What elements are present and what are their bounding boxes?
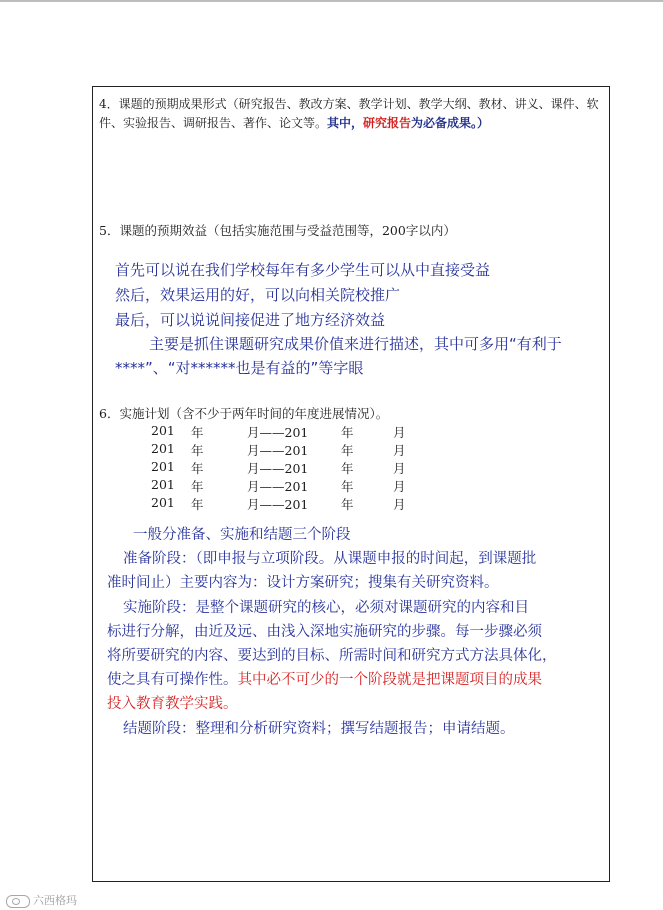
plan-line-7-red: 其中必不可少的一个阶段就是把课题项目的成果 bbox=[237, 672, 542, 688]
timeline-month-label: 月 bbox=[393, 425, 406, 440]
timeline-year-label: 年 bbox=[191, 425, 204, 440]
timeline-start-year: 201 bbox=[151, 459, 175, 474]
timeline-year-label: 年 bbox=[341, 443, 354, 458]
timeline-year-label: 年 bbox=[341, 461, 354, 476]
section5-line-2: 然后，效果运用的好，可以向相关院校推广 bbox=[115, 286, 401, 304]
section4-paren: （ bbox=[226, 97, 239, 111]
plan-line-5: 标进行分解，由近及远、由浅入深地实施研究的步骤。每一步骤必须 bbox=[107, 624, 542, 640]
section6-heading: 6．实施计划（含不少于两年时间的年度进展情况）。 bbox=[99, 406, 389, 421]
section4-suffix: 为必备成果。） bbox=[411, 116, 490, 130]
watermark-logo-icon bbox=[6, 895, 30, 908]
top-edge bbox=[0, 0, 663, 2]
section4-highlight: 研究报告 bbox=[363, 116, 412, 130]
timeline-start-year: 201 bbox=[151, 477, 175, 492]
plan-line-8: 投入教育教学实践。 bbox=[107, 696, 238, 712]
timeline-year-label: 年 bbox=[191, 479, 204, 494]
section5-line-5: ****”、“对******也是有益的”等字眼 bbox=[115, 359, 364, 377]
timeline-dash: 月——201 bbox=[247, 479, 309, 494]
timeline-start-year: 201 bbox=[151, 441, 175, 456]
timeline-month-label: 月 bbox=[393, 497, 406, 512]
watermark-text: 六西格玛 bbox=[33, 894, 77, 907]
timeline-month-label: 月 bbox=[393, 443, 406, 458]
section4-bold-prefix: 其中， bbox=[327, 116, 364, 130]
timeline-dash: 月——201 bbox=[247, 443, 309, 458]
timeline-month-label: 月 bbox=[393, 479, 406, 494]
timeline-year-label: 年 bbox=[341, 497, 354, 512]
timeline-dash: 月——201 bbox=[247, 461, 309, 476]
plan-line-3: 准时间止）主要内容为：设计方案研究；搜集有关研究资料。 bbox=[107, 575, 499, 591]
section5-line-3: 最后，可以说说间接促进了地方经济效益 bbox=[115, 311, 386, 329]
timeline-year-label: 年 bbox=[341, 479, 354, 494]
plan-line-2: 准备阶段：（即申报与立项阶段。从课题申报的时间起，到课题批 bbox=[123, 551, 537, 567]
plan-line-7-blue: 使之具有可操作性。 bbox=[107, 672, 238, 688]
timeline-year-label: 年 bbox=[341, 425, 354, 440]
timeline-year-label: 年 bbox=[191, 461, 204, 476]
plan-line-1: 一般分准备、实施和结题三个阶段 bbox=[133, 527, 351, 543]
section4-types: 研究报告、教改方案、教学计划、教学大纲、教材、讲义、课件、软件、实验报告、调研报告、著作、论文等。 bbox=[99, 97, 599, 130]
section5-heading: 5．课题的预期效益（包括实施范围与受益范围等，200字以内） bbox=[99, 223, 456, 238]
plan-line-9: 结题阶段：整理和分析研究资料；撰写结题报告；申请结题。 bbox=[123, 721, 515, 737]
section5-line-4: 主要是抓住课题研究成果价值来进行描述，其中可多用“有利于 bbox=[149, 335, 562, 353]
form-frame bbox=[92, 86, 610, 882]
timeline-dash: 月——201 bbox=[247, 497, 309, 512]
timeline-dash: 月——201 bbox=[247, 425, 309, 440]
section4-heading: 4．课题的预期成果形式 bbox=[99, 97, 227, 111]
timeline-start-year: 201 bbox=[151, 495, 175, 510]
plan-line-4: 实施阶段：是整个课题研究的核心，必须对课题研究的内容和目 bbox=[123, 600, 529, 616]
timeline-start-year: 201 bbox=[151, 423, 175, 438]
section5-line-1: 首先可以说在我们学校每年有多少学生可以从中直接受益 bbox=[115, 261, 491, 279]
timeline-year-label: 年 bbox=[191, 443, 204, 458]
plan-line-6: 将所要研究的内容、要达到的目标、所需时间和研究方式方法具体化， bbox=[107, 648, 557, 664]
timeline-year-label: 年 bbox=[191, 497, 204, 512]
timeline-month-label: 月 bbox=[393, 461, 406, 476]
section4-text bbox=[99, 95, 607, 133]
plan-line-7 bbox=[107, 668, 542, 689]
watermark bbox=[6, 892, 77, 908]
